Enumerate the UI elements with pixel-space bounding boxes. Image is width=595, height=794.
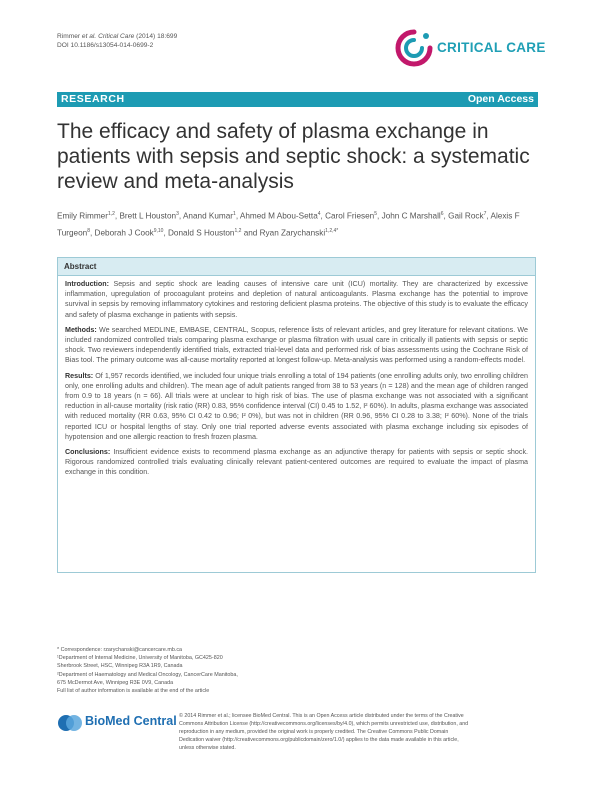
section-label: Conclusions: (65, 448, 111, 457)
abstract-heading: Abstract (58, 258, 535, 276)
citation-etal: et al. (81, 33, 97, 40)
journal-logo-text: CRITICAL CARE (437, 40, 546, 55)
publisher-logo-text: BioMed Central (85, 714, 177, 728)
citation-header (57, 32, 177, 50)
correspondence-email[interactable]: * Correspondence: rzarychanski@cancercare.mb.ca (57, 647, 183, 653)
author-name[interactable]: Brett L Houston (119, 211, 177, 221)
author-affiliation: 6 (440, 211, 444, 217)
author-affiliation: 1,2 (107, 211, 115, 217)
author-affiliation: 9,10 (153, 227, 164, 234)
author-affiliation: 1 (233, 211, 236, 217)
section-text: Insufficient evidence exists to recommend plasma exchange as an adjunctive therapy for patients with sepsis or septic shock. Rigorous randomized controlled trials evaluating clinically relevant patient-centered outcomes are required to evaluate the impact of plasma exchange in this condition. (65, 448, 528, 477)
section-text: Of 1,957 records identified, we included four unique trials enrolling a total of 194 patients (one enrolling adults only, two enrolling children only, one enrolling adults and children). The mean age of adult patients ranged from 38 to 53 years (n = 128) and the mean age of children ranged from 0.9 to 18 years (n = 66). All trials were at unclear to high risk of bias. The use of plasma exchange was not associated with a significant reduction in all-cause mortality (risk ratio (RR) 0.83, 95% confidence interval (CI) 0.45 to 1.52, I² 60%). In adults, plasma exchange was associated with reduced mortality (RR 0.63, 95% CI 0.42 to 0.96; I² 0%), but was not in children (RR 0.96, 95% CI 0.28 to 3.38; I² 60%). None of the trials reported ICU or hospital lengths of stay. Only one trial reported adverse events associated with plasma exchange including six episodes of hypotension and one allergic reaction to fresh frozen plasma. (65, 371, 528, 441)
license-statement (179, 712, 544, 752)
abstract-introduction (65, 279, 528, 320)
license-line: reproduction in any medium, provided the original work is properly credited. The Creative Commons Public Domain (179, 729, 449, 735)
abstract-conclusions (65, 447, 528, 478)
article-type-label: RESEARCH (61, 93, 125, 105)
author-affiliation: 1,2 (234, 227, 242, 234)
section-text: Sepsis and septic shock are leading causes of intensive care unit (ICU) mortality. They are characterized by excessive inflammation, upregulation of procoagulant proteins and depletion of natural anticoagulants. Plasma exchange has the potential to improve survival in sepsis by removing inflammatory cytokines and restoring deficient plasma proteins. The objective of this study is to evaluate the efficacy and safety of plasma exchange in patients with sepsis. (65, 280, 528, 319)
citation-doi[interactable]: DOI 10.1186/s13054-014-0699-2 (57, 42, 154, 49)
author-name[interactable]: Alexis F Turgeon (57, 211, 520, 238)
critical-care-logo-icon (393, 27, 435, 69)
citation-authors: Rimmer (57, 33, 82, 40)
author-list: Emily Rimmer$^{1,2}$, Brett L Houston$^3$, Anand Kumar$^1$, Ahmed M Abou-Setta$^4$, Carol Friesen$^5$, John C Marshall$^6$, Gail Rock$^7$, Alexis F Turgeon$^8$, Deborah J Cook$^{9,10}$, Donald S Houston$^{1,2}$ and Ryan Zarychanski$^{1,2,4*}$ (57, 211, 520, 238)
author-affiliation: 1,2,4* (325, 227, 339, 234)
section-label: Results: (65, 371, 94, 380)
citation-year: (2014) 18:699 (134, 33, 178, 40)
citation-journal: Critical Care (98, 33, 135, 40)
footnote-line: ²Department of Haematology and Medical Oncology, CancerCare Manitoba, (57, 671, 238, 678)
author-name[interactable]: John C Marshall (381, 211, 441, 221)
footnote-line: ¹Department of Internal Medicine, University of Manitoba, GC425-820 (57, 655, 223, 662)
abstract-box (57, 257, 536, 573)
author-name[interactable]: Anand Kumar (182, 211, 234, 221)
article-title: The efficacy and safety of plasma exchange in patients with sepsis and septic shock: a systematic review and meta-analysis (57, 120, 530, 193)
section-label: Introduction: (65, 280, 110, 288)
license-line: © 2014 Rimmer et al.; licensee BioMed Central. This is an Open Access article distributed under the terms of the Creative (179, 713, 464, 719)
section-text: We searched MEDLINE, EMBASE, CENTRAL, Scopus, reference lists of relevant articles, and grey literature for relevant citations. We included randomized controlled trials comparing plasma exchange or plasma filtration with usual care in critically ill patients with sepsis or septic shock. Two reviewers independently identified trials, extracted trial-level data and performed risk of bias assessments using the Cochrane Risk of Bias tool. The primary outcome was all-cause mortality reported at longest follow-up. Meta-analysis was performed using a random-effects model. (65, 325, 528, 365)
article-type-banner (57, 92, 538, 107)
author-name[interactable]: Emily Rimmer (57, 211, 108, 221)
license-line: Commons Attribution License (http://creativecommons.org/licenses/by/4.0), which permits unrestricted use, distribution, and (179, 721, 469, 727)
footnote-line: Full list of author information is available at the end of the article (57, 688, 210, 695)
journal-logo[interactable] (393, 27, 546, 71)
abstract-body (58, 276, 535, 478)
author-name[interactable]: Ryan Zarychanski (259, 228, 326, 238)
abstract-methods (65, 325, 528, 366)
author-affiliation: 5 (374, 211, 378, 217)
author-affiliation: 8 (87, 227, 90, 234)
footnote-line: Sherbrook Street, HSC, Winnipeg R3A 1R9, Canada (57, 663, 183, 670)
footnote-line: 675 McDermot Ave, Winnipeg R3E 0V9, Canada (57, 679, 174, 686)
license-line: Dedication waiver (http://creativecommons.org/publicdomain/zero/1.0/) applies to the data made available in this article, (179, 737, 459, 743)
open-access-label: Open Access (467, 93, 534, 105)
author-affiliation: 3 (176, 211, 179, 217)
author-affiliation: 4 (317, 211, 321, 217)
author-name[interactable]: Donald S Houston (168, 228, 235, 238)
author-name[interactable]: Ahmed M Abou-Setta (239, 211, 318, 221)
license-line: unless otherwise stated. (179, 745, 236, 751)
author-name[interactable]: Carol Friesen (325, 211, 375, 221)
author-name[interactable]: Deborah J Cook (94, 228, 154, 238)
author-affiliation: 7 (483, 211, 487, 217)
author-name[interactable]: Gail Rock (448, 211, 484, 221)
section-label: Methods: (65, 325, 97, 334)
citation-line (57, 32, 177, 41)
footnotes (57, 646, 317, 695)
biomed-central-logo-icon (57, 712, 83, 734)
publisher-logo[interactable] (57, 712, 187, 734)
abstract-results (65, 371, 528, 442)
